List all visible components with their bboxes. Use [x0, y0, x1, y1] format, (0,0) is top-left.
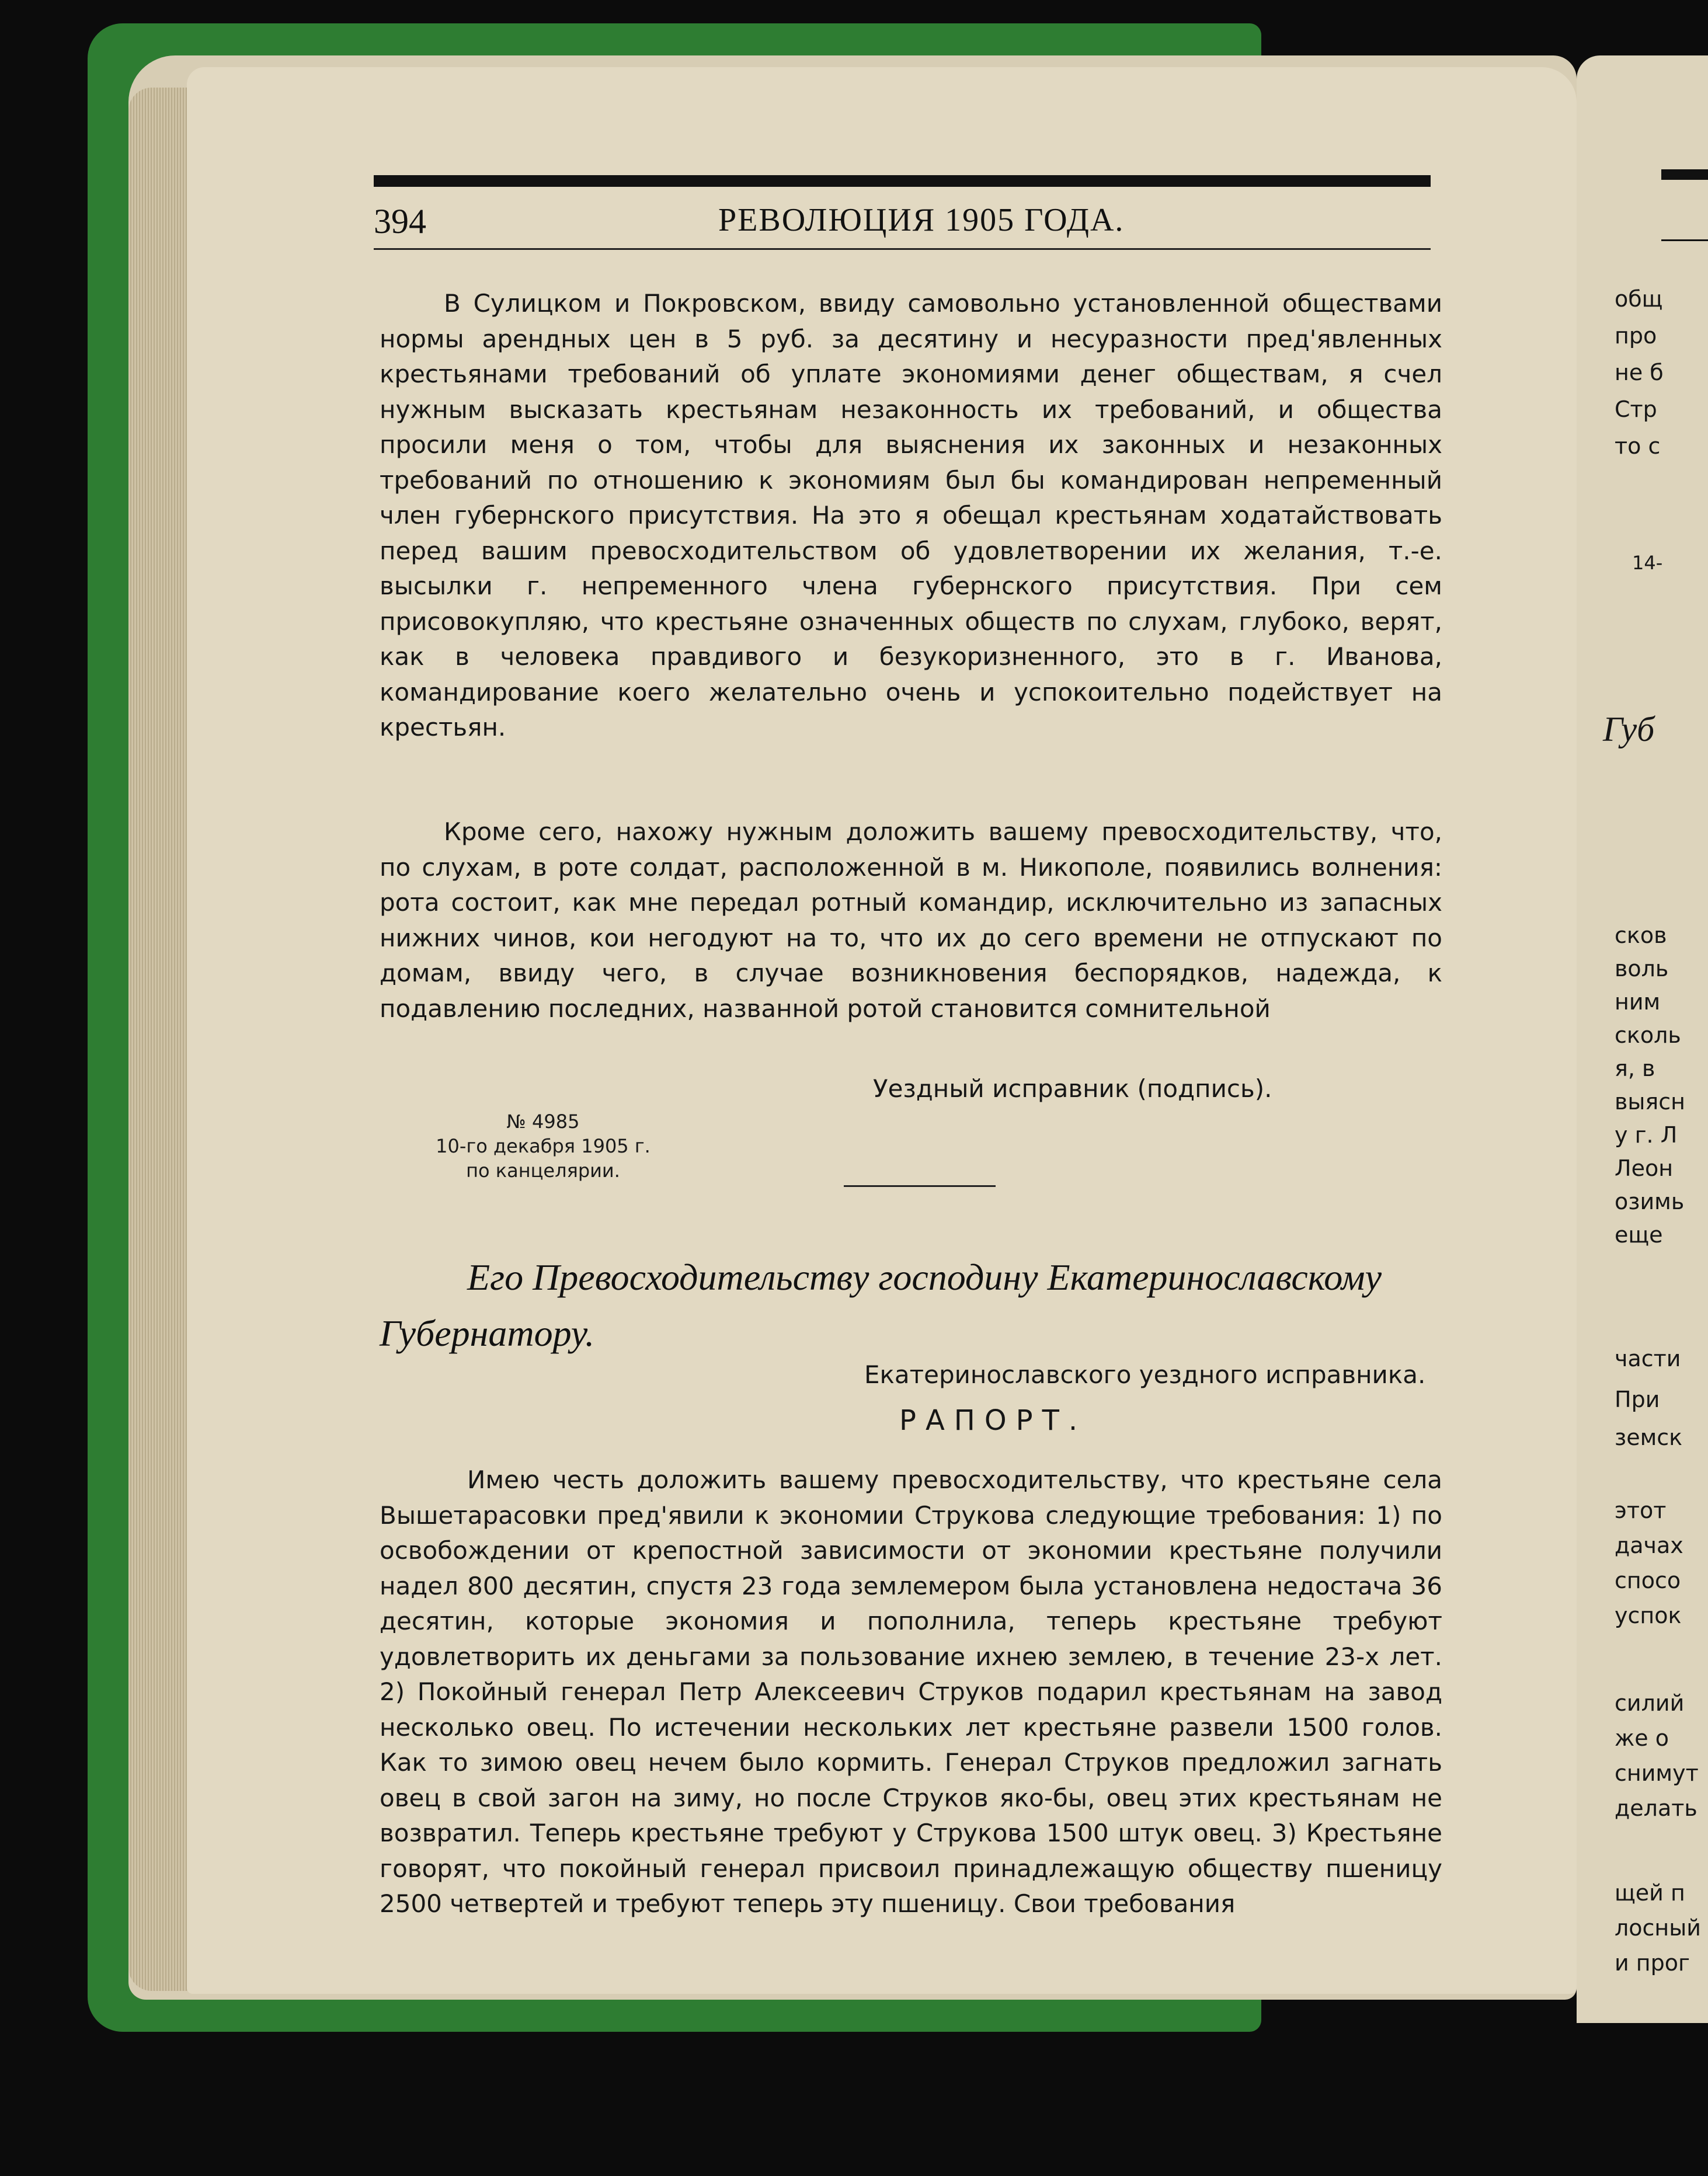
right-fragment: воль: [1615, 956, 1669, 981]
signature: Уездный исправник (подпись).: [873, 1074, 1272, 1103]
right-fragment: озимь: [1615, 1189, 1685, 1214]
right-fragment: ним: [1615, 989, 1661, 1015]
right-fragment: силий: [1615, 1690, 1685, 1716]
right-fragment: у г. Л: [1615, 1122, 1678, 1148]
right-fragment: 14-: [1632, 552, 1663, 574]
report-paragraph: Имею честь доложить вашему превосходительству, что крестьяне села Вышетарасовки пред'явили к экономии Струкова следующие требования: 1) по освобождении от крепостной зависимости от экономии крестьяне получили надел 800 десятин, спустя 23 года землемером была установлена недостача 36 десятин, которые экономия и пополнила, теперь крестьяне требуют удовлетворить их деньгами за пользование ихнею землею, в течение 23-х лет. 2) Покойный генерал Петр Алексеевич Струков подарил крестьянам на завод несколько овец. По истечении нескольких лет крестьяне развели 1500 голов. Как то зимою овец нечем было кормить. Генерал Струков предложил загнать овец в свой загон на зиму, но после Струков яко-бы, овец этих крестьянам не возвратил. Теперь крестьяне требуют у Струкова 1500 штук овец. 3) Крестьяне говорят, что покойный генерал присвоил принадлежащую обществу пшеницу 2500 четвертей и требуют теперь эту пшеницу. Свои требования: [380, 1465, 1442, 1918]
right-fragment: еще: [1615, 1222, 1663, 1248]
document-number: № 4985: [506, 1110, 580, 1133]
running-head: РЕВОЛЮЦИЯ 1905 ГОДА.: [718, 202, 1125, 238]
document-date: 10-го декабря 1905 г.: [436, 1135, 650, 1157]
header-rule-thin: [374, 248, 1431, 250]
right-fragment: снимут: [1615, 1760, 1699, 1786]
right-fragment: и прог: [1615, 1950, 1690, 1976]
right-fragment: Стр: [1615, 396, 1657, 422]
right-fragment: земск: [1615, 1425, 1683, 1450]
right-fragment: сколь: [1615, 1022, 1681, 1048]
right-fragment: же о: [1615, 1725, 1669, 1751]
header-rule-thick: [374, 175, 1431, 187]
right-header-rule-thin: [1661, 239, 1708, 241]
right-fragment: При: [1615, 1387, 1660, 1412]
address-line: Его Превосходительству господину Екатеринославскому Губернатору.: [380, 1256, 1382, 1354]
report-title: РАПОРТ.: [899, 1404, 1087, 1437]
right-fragment: сков: [1615, 922, 1667, 948]
right-fragment: то с: [1615, 433, 1661, 459]
paragraph-2: Кроме сего, нахожу нужным доложить вашему превосходительству, что, по слухам, в роте солдат, расположенной в м. Никополе, появились волнения: рота состоит, как мне передал ротный командир, исключительно из запасных нижних чинов, кои негодуют на то, что их до сего времени не отпускают по домам, ввиду чего, в случае возникновения беспорядков, надежда, к подавлению последних, названной ротой становится сомнительной: [380, 817, 1442, 1023]
page-edges: [128, 88, 193, 1991]
right-fragment: про: [1615, 323, 1657, 349]
right-fragment: лосный: [1615, 1915, 1701, 1941]
paragraph-1: В Сулицком и Покровском, ввиду самовольно установленной обществами нормы арендных цен в 5 руб. за десятину и несуразности пред'явленных крестьянами требований об уплате экономиями денег обществам, я счел нужным высказать крестьянам незаконность их требований, и общества просили меня о том, чтобы для выяснения их законных и незаконных требований по отношению к экономиям был бы командирован непременный член губернского присутствия. На это я обещал крестьянам ходатайствовать перед вашим превосходительством об удовлетворении их желания, т.-е. высылки г. непременного члена губернского присутствия. При сем присовокупляю, что крестьяне означенных обществ по слухам, глубоко, верят, как в человека правдивого и безукоризненного, это в г. Иванова, командирование коего желательно очень и успокоительно подействует на крестьян.: [380, 289, 1442, 741]
right-fragment: общ: [1615, 286, 1663, 312]
right-fragment: спосо: [1615, 1568, 1681, 1593]
right-fragment: делать: [1615, 1795, 1697, 1821]
right-fragment: успок: [1615, 1603, 1682, 1628]
right-fragment: части: [1615, 1346, 1681, 1371]
right-fragment: я, в: [1615, 1056, 1655, 1081]
document-office: по канцелярии.: [466, 1160, 620, 1182]
right-header-rule-thick: [1661, 169, 1708, 180]
section-divider: [844, 1185, 996, 1187]
right-fragment-italic: Губ: [1603, 710, 1655, 748]
right-fragment: не б: [1615, 360, 1664, 385]
right-fragment: этот: [1615, 1498, 1667, 1523]
report-from: Екатеринославского уездного исправника.: [864, 1360, 1426, 1389]
right-fragment: щей п: [1615, 1880, 1685, 1906]
right-fragment: дачах: [1615, 1533, 1683, 1558]
right-fragment: Леон: [1615, 1155, 1674, 1181]
right-fragment: выясн: [1615, 1089, 1685, 1115]
page-number: 394: [374, 202, 426, 241]
